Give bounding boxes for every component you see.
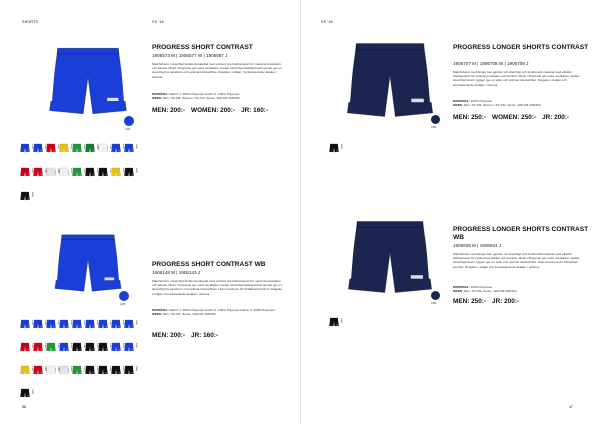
price-item: JR: 160:- — [191, 332, 219, 339]
swatch-shorts-icon — [72, 341, 82, 353]
swatch-shorts-icon — [98, 341, 108, 353]
swatch-shorts-icon — [46, 318, 56, 330]
color-swatch[interactable] — [59, 341, 71, 362]
color-swatch[interactable] — [72, 364, 84, 385]
swatch-shorts-icon — [33, 364, 43, 376]
swatch-code: 1390 — [31, 343, 33, 348]
color-swatch[interactable] — [85, 364, 97, 385]
swatch-shorts-icon — [124, 341, 134, 353]
swatch-code: 7390 — [109, 343, 111, 348]
color-swatch[interactable] — [20, 364, 32, 385]
color-swatch[interactable] — [46, 364, 58, 385]
main-color-label: 1346 — [125, 128, 131, 131]
swatch-code: 2390 — [44, 343, 46, 348]
price-item: JR: 200:- — [492, 298, 520, 305]
swatch-shorts-icon — [85, 341, 95, 353]
swatch-code: 1999 — [31, 366, 33, 371]
swatch-code: 4999 — [70, 366, 72, 371]
swatch-code: 5346 — [83, 144, 85, 149]
product-image — [48, 232, 128, 294]
price-item: MEN: 250:- — [453, 114, 487, 121]
color-swatch[interactable] — [33, 318, 45, 339]
product-material: MATERIAL: 100% Polyester SIZES: Men: XS-3XL Women: XS-XXL Junior: 122/128-158/164 — [453, 99, 541, 108]
swatch-code: 5390 — [83, 343, 85, 348]
swatch-code: 2390 — [44, 168, 46, 173]
product-material: MATERIAL: 100% Polyester SIZES: Men: XS-3XL Junior: 122/128-158/164 — [453, 285, 517, 294]
swatch-code: 8999 — [122, 366, 124, 371]
swatch-code: 9346 — [135, 144, 137, 149]
swatch-code: 7999 — [109, 366, 111, 371]
swatch-code: 2346 — [44, 144, 46, 149]
swatch-code: 6999 — [96, 366, 98, 371]
swatch-shorts-icon — [72, 318, 82, 330]
swatch-shorts-icon — [59, 341, 69, 353]
color-swatch[interactable] — [85, 341, 97, 362]
product-description: Matchshorts i stretchigt funktionsmaterial med extremt bra fukttransport för maximal prestation och känsla. Mesh i förgrenar ger extra ventilation medan stretchigt elastiskt band grenar ger en stretchig bra passform och optimal rörelsefrihet. Utan innerbyxa för förbättrad komfort. Dragsko i midjan. Kontrasterande detaljer i sidorna. — [152, 279, 282, 296]
swatch-shorts-icon — [98, 318, 108, 330]
swatch-shorts-icon — [329, 316, 339, 328]
swatch-code: 7346 — [109, 320, 111, 325]
color-swatch[interactable] — [124, 364, 136, 385]
right-page — [300, 0, 600, 424]
swatch-shorts-icon — [111, 341, 121, 353]
product-progress-longer-shorts-contrast-wb — [301, 0, 600, 424]
swatch-code: 3390 — [57, 168, 59, 173]
product-title: PROGRESS LONGER SHORTS CONTRAST WB — [453, 226, 589, 241]
price-item: JR: 160:- — [241, 107, 269, 114]
color-swatch[interactable] — [111, 364, 123, 385]
swatch-code: 9390 — [135, 168, 137, 173]
color-swatch[interactable] — [72, 318, 84, 339]
swatch-code: 9346 — [135, 320, 137, 325]
swatch-shorts-icon — [124, 364, 134, 376]
swatch-code: 3999 — [57, 366, 59, 371]
color-swatch[interactable] — [124, 318, 136, 339]
swatch-code: 8390 — [122, 168, 124, 173]
price-item: WOMEN: 200:- — [191, 107, 236, 114]
color-swatch[interactable] — [72, 341, 84, 362]
product-title: PROGRESS LONGER SHORTS CONTRAST — [453, 44, 589, 51]
season-header: SS '18 — [152, 20, 164, 24]
color-swatch[interactable] — [20, 341, 32, 362]
color-swatch[interactable] — [98, 318, 110, 339]
swatch-shorts-icon — [85, 318, 95, 330]
product-codes: 1906939 M | 1906941 J — [453, 243, 502, 248]
price-item: WOMEN: 250:- — [492, 114, 537, 121]
swatch-code: 0999 — [31, 389, 33, 394]
swatch-code: 6390 — [96, 343, 98, 348]
swatch-code: 2999 — [44, 366, 46, 371]
swatch-code: 4346 — [70, 144, 72, 149]
swatch-code: 4390 — [70, 343, 72, 348]
swatch-shorts-icon — [85, 364, 95, 376]
swatch-code: 1346 — [31, 144, 33, 149]
swatch-code: 5390 — [83, 168, 85, 173]
color-swatch[interactable] — [20, 387, 32, 408]
swatch-shorts-icon — [20, 341, 30, 353]
product-title: PROGRESS SHORT CONTRAST WB — [152, 261, 266, 268]
swatch-shorts-icon — [111, 318, 121, 330]
color-swatch[interactable] — [20, 318, 32, 339]
swatch-code: 6346 — [96, 144, 98, 149]
swatch-code: 4390 — [70, 168, 72, 173]
swatch-code: 7390 — [109, 168, 111, 173]
swatch-code: 5346 — [83, 320, 85, 325]
swatch-code: 7346 — [109, 144, 111, 149]
color-swatches — [329, 316, 342, 337]
season-header: SS '18 — [321, 20, 333, 24]
color-swatch[interactable] — [111, 341, 123, 362]
price-item: JR: 200:- — [542, 114, 570, 121]
main-color-dot — [431, 291, 440, 300]
color-swatch[interactable] — [98, 364, 110, 385]
product-image — [345, 218, 435, 296]
color-swatches — [20, 318, 137, 408]
color-swatch[interactable] — [59, 364, 71, 385]
swatch-code: 2346 — [44, 320, 46, 325]
swatch-shorts-icon — [124, 318, 134, 330]
product-description: Matchshorts med längre ben gjorda i ett stretchigt och funktionellt material med effektiv fukttransport för optimal prestation och komfort. Mesh i förgrenar ger extra ventilation medan stretchigt band i ryggen ger en skön och optimal rörelsefrihet. Utan innerbyxa för förbättrad komfort. Dragsko i midjan och kontrasterande detaljer i sidorna. — [453, 252, 580, 269]
main-color-label: 1390 — [431, 302, 437, 305]
shorts-illustration — [345, 218, 435, 296]
color-swatch[interactable] — [46, 341, 58, 362]
swatch-code: 8346 — [122, 144, 124, 149]
product-description: Matchshorts i stretchigt funktionsmaterial med extremt bra fukttransport för maximal prestation och känsla. Mesh i förgrenar ger extra ventilation medan stretchigt elastiskt band grenar ger en stretchig bra passform och optimal rörelsefrihet. Dragsko i midjan. Kontrasterande detaljer i sidorna. — [152, 62, 282, 79]
swatch-code: 9999 — [135, 366, 137, 371]
swatch-code: 9999 — [340, 144, 342, 149]
color-swatch[interactable] — [33, 341, 45, 362]
main-color-dot — [119, 291, 129, 301]
swatch-code: 4346 — [70, 320, 72, 325]
product-codes: 1905573 M | 1905577 W | 1905587 J — [152, 53, 228, 58]
price-item: MEN: 200:- — [152, 332, 186, 339]
color-swatch[interactable] — [59, 318, 71, 339]
color-swatch[interactable] — [46, 318, 58, 339]
main-color-label: 1346 — [120, 303, 126, 306]
swatch-code: 8346 — [122, 320, 124, 325]
swatch-code: 9999 — [31, 192, 33, 197]
swatch-code: 6390 — [96, 168, 98, 173]
product-codes: 1906707 M | 1906708 W | 1906709 J — [453, 61, 529, 66]
page-number: 47 — [569, 405, 573, 409]
color-swatch[interactable] — [98, 341, 110, 362]
product-prices — [152, 332, 218, 339]
swatch-code: 1390 — [31, 168, 33, 173]
product-material: MATERIAL: Fabric 1: 100% Polyester Fabric 2: 100% Polyester Fabric 3: 100% Polyester SIZES: Men: XS-3XL Junior: 122/128-158/164 — [152, 308, 276, 317]
product-codes: 1906148 M | 1906143 J — [152, 270, 201, 275]
swatch-shorts-icon — [59, 364, 69, 376]
swatch-code: 3390 — [57, 343, 59, 348]
main-color-label: 1390 — [431, 126, 437, 129]
swatch-shorts-icon — [20, 387, 30, 399]
product-material: MATERIAL: Fabric 1: 100% Polyester Fabric 2: 100% Polyester SIZES: Men: XS-3XL Women: XS-XXL Junior: 122/128-158/164 — [152, 92, 240, 101]
swatch-shorts-icon — [98, 364, 108, 376]
price-item: MEN: 200:- — [152, 107, 186, 114]
swatch-shorts-icon — [20, 318, 30, 330]
swatch-shorts-icon — [46, 341, 56, 353]
color-swatch[interactable] — [124, 341, 136, 362]
product-title: PROGRESS SHORT CONTRAST — [152, 44, 253, 51]
page-number: 56 — [22, 405, 26, 409]
price-item: MEN: 250:- — [453, 298, 487, 305]
swatch-code: 9999 — [340, 318, 342, 323]
swatch-code: 3346 — [57, 144, 59, 149]
swatch-code: 1346 — [31, 320, 33, 325]
color-swatch[interactable] — [85, 318, 97, 339]
swatch-shorts-icon — [33, 341, 43, 353]
color-swatch[interactable] — [329, 316, 341, 337]
swatch-shorts-icon — [46, 364, 56, 376]
swatch-code: 8390 — [122, 343, 124, 348]
section-header: SHORTS — [22, 20, 39, 24]
swatch-shorts-icon — [59, 318, 69, 330]
swatch-shorts-icon — [111, 364, 121, 376]
product-prices — [453, 298, 519, 305]
color-swatch[interactable] — [33, 364, 45, 385]
swatch-shorts-icon — [20, 364, 30, 376]
color-swatch[interactable] — [111, 318, 123, 339]
swatch-code: 9390 — [135, 343, 137, 348]
shorts-illustration — [48, 232, 128, 294]
swatch-shorts-icon — [72, 364, 82, 376]
swatch-code: 5999 — [83, 366, 85, 371]
swatch-code: 6346 — [96, 320, 98, 325]
product-description: Matchshorts med längre ben gjorda i ett stretchigt och funktionellt material med effektiv fukttransport för optimal prestation och komfort. Mesh i förgrenar ger extra ventilation medan stretchigt band i ryggen ger en skön och optimal rörelsefrihet. Dragsko i midjan och kontrasterande detaljer i sidorna. — [453, 70, 580, 87]
swatch-code: 3346 — [57, 320, 59, 325]
swatch-shorts-icon — [33, 318, 43, 330]
